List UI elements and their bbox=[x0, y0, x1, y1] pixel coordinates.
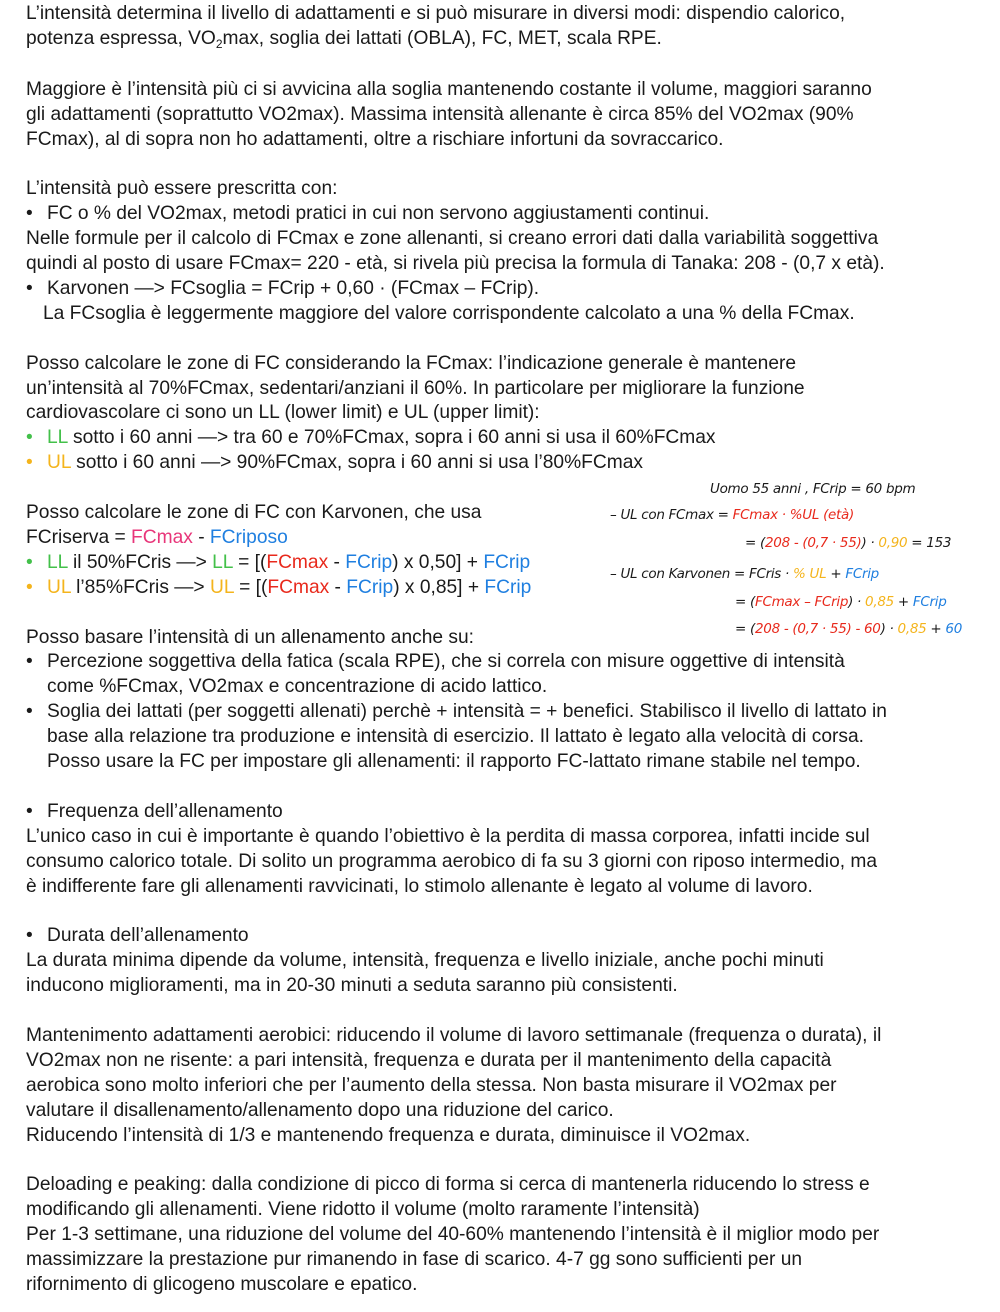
text-line: massimizzare la prestazione pur rimanendo in fase di scarico. 4-7 gg sono sufficienti per un bbox=[26, 1249, 803, 1271]
bullet-item: • Percezione soggettiva della fatica (scala RPE), che si correla con misure oggettive di intensità bbox=[26, 651, 845, 673]
text-line: cardiovascolare ci sono un LL (lower limit) e UL (upper limit): bbox=[26, 402, 540, 424]
hw-line: Uomo 55 anni , FCrip = 60 bpm bbox=[710, 481, 916, 497]
text-line: aerobica sono molto inferiori che per l’aumento della stessa. Non basta misurare il VO2max per bbox=[26, 1074, 837, 1096]
text-line: L’intensità determina il livello di adattamenti e si può misurare in diversi modi: dispendio calorico, bbox=[26, 3, 846, 24]
text-line: consumo calorico totale. Di solito un programma aerobico di fa su 3 giorni con riposo intermedio, ma bbox=[26, 850, 878, 872]
text-line: Posso calcolare le zone di FC con Karvonen, che usa bbox=[26, 502, 482, 524]
text-line: valutare il disallenamento/allenamento dopo una riduzione del carico. bbox=[26, 1099, 614, 1121]
text-line: L’unico caso in cui è importante è quando l’obiettivo è la perdita di massa corporea, infatti incide sul bbox=[26, 825, 870, 847]
hw-line: – UL con FCmax = FCmax · %UL (età) bbox=[610, 507, 854, 523]
text-line: VO2max non ne risente: a pari intensità, frequenza e durata per il mantenimento della capacità bbox=[26, 1049, 832, 1071]
text-line: La FCsoglia è leggermente maggiore del valore corrispondente calcolato a una % della FCmax. bbox=[43, 302, 855, 324]
text-line: Posso calcolare le zone di FC considerando la FCmax: l’indicazione generale è mantenere bbox=[26, 352, 797, 374]
text-line: Nelle formule per il calcolo di FCmax e zone allenanti, si creano errori dati dalla variabilità soggettiva bbox=[26, 228, 879, 250]
text-line: L’intensità può essere prescritta con: bbox=[26, 178, 338, 200]
text-line: potenza espressa, $VO_2\max$, soglia dei lattati (OBLA), FC, MET, scala RPE. bbox=[26, 27, 662, 51]
text-line: un’intensità al 70%FCmax, sedentari/anziani il 60%. In particolare per migliorare la funzione bbox=[26, 377, 805, 399]
text-line: Riducendo l’intensità di 1/3 e mantenendo frequenza e durata, diminuisce il VO2max. bbox=[26, 1124, 751, 1146]
text-line: rifornimento di glicogeno muscolare e epatico. bbox=[26, 1274, 418, 1296]
text-line: come %FCmax, VO2max e concentrazione di acido lattico. bbox=[47, 676, 548, 698]
bullet-item: • FC o % del VO2max, metodi pratici in cui non servono aggiustamenti continui. bbox=[26, 203, 710, 225]
bullet-item: • Karvonen —> FCsoglia = FCrip + 0,60 · (FCmax – FCrip). bbox=[26, 277, 540, 299]
hw-line: = (208 - (0,7 · 55)) · 0,90 = 153 bbox=[745, 535, 952, 551]
bullet-item: • Soglia dei lattati (per soggetti allenati) perchè + intensità = + benefici. Stabilisco il livello di lattato in bbox=[26, 701, 887, 723]
bullet-item-ll: • LL sotto i 60 anni —> tra 60 e 70%FCmax, sopra i 60 anni si usa il 60%FCmax bbox=[26, 427, 716, 449]
text-line: base alla relazione tra produzione e intensità di esercizio. Il lattato è legato alla velocità di corsa. bbox=[47, 726, 865, 748]
document-page bbox=[26, 2, 986, 1298]
text-line: Posso basare l’intensità di un allenamento anche su: bbox=[26, 626, 474, 648]
hw-line: = (208 - (0,7 · 55) - 60) · 0,85 + 60 bbox=[735, 621, 962, 637]
text-line: FCmax), al di sopra non ho adattamenti, oltre a rischiare infortuni da sovraccarico. bbox=[26, 128, 724, 150]
section-heading: • Frequenza dell’allenamento bbox=[26, 800, 283, 822]
formula-ul: • UL l’85%FCris —> UL = [(FCmax - FCrip) x 0,85] + FCrip bbox=[26, 576, 532, 598]
bullet-item-ul: • UL sotto i 60 anni —> 90%FCmax, sopra i 60 anni si usa l’80%FCmax bbox=[26, 452, 643, 474]
text-line: Deloading e peaking: dalla condizione di picco di forma si cerca di mantenerla riducendo lo stress e bbox=[26, 1174, 870, 1196]
formula-ll: • LL il 50%FCris —> LL = [(FCmax - FCrip) x 0,50] + FCrip bbox=[26, 551, 531, 573]
text-line: modificando gli allenamenti. Viene ridotto il volume (molto raramente l’intensità) bbox=[26, 1199, 700, 1221]
hw-line: – UL con Karvonen = FCris · % UL + FCrip bbox=[610, 566, 879, 582]
text-line: FCriserva = FCmax - FCriposo bbox=[26, 526, 288, 548]
text-line: Posso usare la FC per impostare gli allenamenti: il rapporto FC-lattato rimane stabile nel tempo. bbox=[47, 751, 861, 773]
section-heading: • Durata dell’allenamento bbox=[26, 925, 249, 947]
text-line: La durata minima dipende da volume, intensità, frequenza e livello iniziale, anche pochi minuti bbox=[26, 950, 824, 972]
text-line: Per 1-3 settimane, una riduzione del volume del 40-60% mantenendo l’intensità è il miglior modo per bbox=[26, 1224, 880, 1246]
text-line: è indifferente fare gli allenamenti ravvicinati, lo stimolo allenante è legato al volume di lavoro. bbox=[26, 875, 813, 897]
text-line: quindi al posto di usare FCmax= 220 - età, si rivela più precisa la formula di Tanaka: 208 - (0,7 x età). bbox=[26, 253, 885, 275]
text-line: Mantenimento adattamenti aerobici: riducendo il volume di lavoro settimanale (frequenza o durata), il bbox=[26, 1025, 882, 1047]
text-line: Maggiore è l’intensità più ci si avvicina alla soglia mantenendo costante il volume, maggiori saranno bbox=[26, 78, 872, 100]
text-line: gli adattamenti (soprattutto VO2max). Massima intensità allenante è circa 85% del VO2max (90% bbox=[26, 103, 854, 125]
hw-line: = (FCmax – FCrip) · 0,85 + FCrip bbox=[735, 594, 947, 610]
text-line: inducono miglioramenti, ma in 20-30 minuti a seduta saranno più consistenti. bbox=[26, 975, 678, 997]
